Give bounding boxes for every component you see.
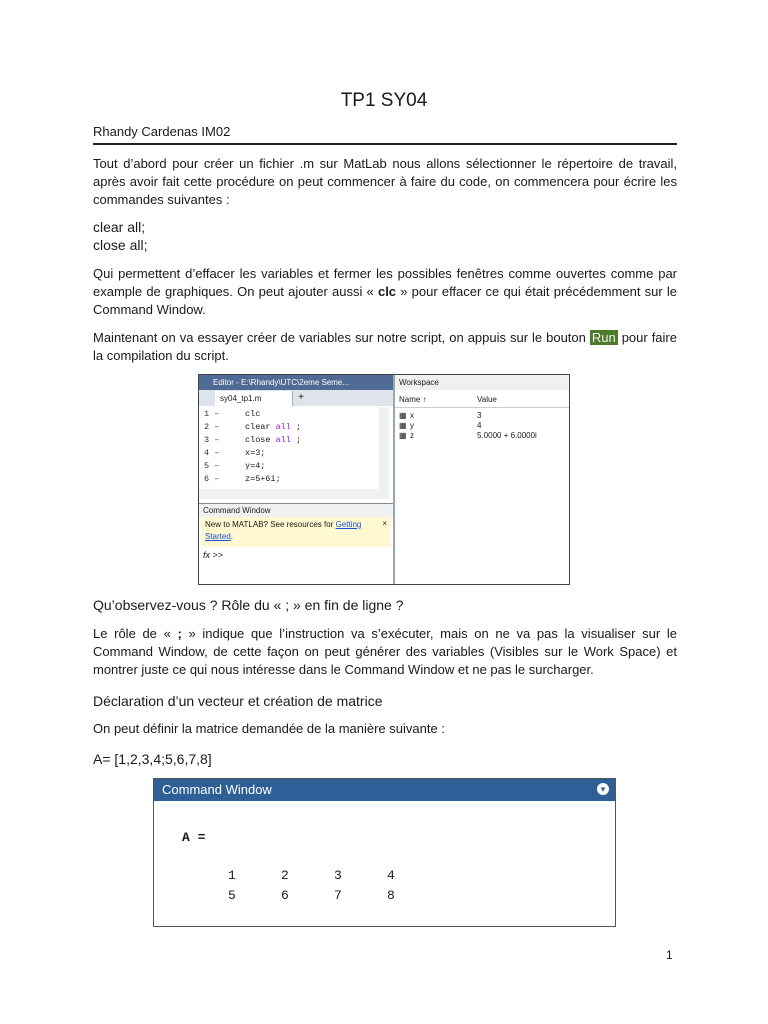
- command-prompt[interactable]: [203, 550, 223, 560]
- code-line: [199, 435, 379, 448]
- notice-end: .: [230, 532, 234, 541]
- command-window-notice: [201, 517, 391, 547]
- line-number: 4 –: [204, 448, 220, 458]
- code-close-all: close all;: [93, 237, 148, 253]
- variable-icon: ▦: [399, 431, 407, 440]
- matrix-cell: 4: [387, 868, 395, 883]
- paragraph-3-a: Maintenant on va essayer créer de variables sur notre script, on appuis sur le bouton: [93, 330, 590, 345]
- prompt-symbol: >>: [212, 550, 224, 560]
- editor-tab[interactable]: sy04_tp1.m: [215, 391, 293, 406]
- doc-title: TP1 SY04: [340, 90, 428, 111]
- paragraph-4-b: » indique que l’instruction va s’exécuter, mais on ne va pas la visualiser sur le Command Window, de cette façon on peut générer des variables (Visibles sur le Work Space) et montrer juste ce qui nous intéresse dans le Command Window et ne pas le surcharger.: [93, 626, 677, 677]
- heading-vector-matrix: Déclaration d’un vecteur et création de matrice: [93, 693, 383, 709]
- workspace-header: [395, 393, 569, 408]
- matrix-cell: 6: [281, 888, 289, 903]
- matrix-cell: 7: [334, 888, 342, 903]
- code-token: clc: [245, 409, 261, 419]
- notice-text: New to MATLAB? See resources for: [205, 520, 336, 529]
- matrix-cell: 8: [387, 888, 395, 903]
- workspace-col-value[interactable]: Value: [477, 395, 497, 404]
- code-line: [199, 461, 379, 474]
- fx-icon: fx: [203, 550, 211, 560]
- matrix-cell: 5: [228, 888, 236, 903]
- getting-started-link[interactable]: Getting Started: [205, 520, 362, 541]
- code-text: [245, 461, 265, 471]
- code-line: [199, 409, 379, 422]
- clc-word: clc: [377, 284, 397, 299]
- page-number: 1: [666, 948, 673, 962]
- code-text: [245, 422, 301, 432]
- line-number: 6 –: [204, 474, 220, 484]
- variable-value: 4: [477, 421, 482, 430]
- matrix-cell: 1: [228, 868, 236, 883]
- editor-vertical-scrollbar[interactable]: [379, 407, 389, 489]
- intro-paragraph: Tout d’abord pour créer un fichier .m sur MatLab nous allons sélectionner le répertoire de travail, après avoir fait cette procédure on peut commencer à faire du code, on commencera pour écrire les commandes suivantes :: [93, 156, 677, 207]
- code-token: x=3;: [245, 448, 266, 458]
- command-window-title: Command Window: [199, 503, 393, 517]
- paragraph-2-b: » pour effacer ce qui était précédemment sur le Command Window.: [93, 284, 677, 317]
- code-keyword: all: [275, 435, 291, 445]
- line-number: 2 –: [204, 422, 220, 432]
- matrix-cell: 2: [281, 868, 289, 883]
- command-window-screenshot: [153, 778, 616, 927]
- variable-value: 5.0000 + 6.0000i: [477, 431, 537, 440]
- add-tab-icon[interactable]: +: [298, 392, 304, 403]
- code-line: [199, 474, 379, 487]
- paragraph-3: [93, 329, 677, 365]
- semicolon-symbol: ;: [177, 626, 182, 641]
- paragraph-5: On peut définir la matrice demandée de la manière suivante :: [93, 721, 445, 736]
- workspace-row[interactable]: [395, 431, 569, 441]
- code-token: z=5+6i;: [245, 474, 281, 484]
- code-clear-all: clear all;: [93, 219, 146, 235]
- editor-title-bar: Editor - E:\Rhandy\UTC\2eme Seme...: [199, 375, 393, 390]
- code-matrix-a: A= [1,2,3,4;5,6,7,8]: [93, 751, 212, 767]
- code-line: [199, 422, 379, 435]
- heading-semicolon: Qu’observez-vous ? Rôle du « ; » en fin de ligne ?: [93, 597, 404, 613]
- paragraph-2: [93, 265, 677, 319]
- command-window-title-bar: [154, 779, 615, 801]
- paragraph-3-b: pour faire la compilation du script.: [93, 330, 677, 363]
- workspace-row[interactable]: [395, 421, 569, 431]
- code-keyword: all: [275, 422, 291, 432]
- chevron-down-icon[interactable]: ▾: [597, 783, 609, 795]
- variable-value: 3: [477, 411, 482, 420]
- editor-horizontal-scrollbar[interactable]: [199, 489, 389, 499]
- code-token: close: [245, 435, 276, 445]
- code-token: ;: [290, 435, 302, 445]
- code-token: y=4;: [245, 461, 266, 471]
- editor-code-area: [199, 407, 379, 489]
- variable-name: z: [410, 431, 414, 440]
- run-highlight: Run: [591, 330, 616, 345]
- code-token: ;: [290, 422, 302, 432]
- author: Rhandy Cardenas IM02: [93, 124, 231, 139]
- code-line: [199, 448, 379, 461]
- workspace-title: Workspace: [395, 375, 569, 390]
- close-icon[interactable]: ×: [382, 519, 387, 528]
- command-window-title-text: Command Window: [162, 782, 272, 797]
- line-number: 5 –: [204, 461, 220, 471]
- matrix-cell: 3: [334, 868, 342, 883]
- variable-name: x: [410, 411, 414, 420]
- title-rule: [93, 143, 677, 145]
- code-text: [245, 448, 265, 458]
- workspace-col-name[interactable]: Name ↑: [399, 395, 427, 404]
- code-text: [245, 409, 260, 419]
- matlab-editor-screenshot: [198, 374, 570, 585]
- variable-icon: ▦: [399, 421, 407, 430]
- paragraph-4: [93, 625, 677, 679]
- variable-name: y: [410, 421, 414, 430]
- matrix-variable-label: A =: [182, 830, 206, 845]
- variable-icon: ▦: [399, 411, 407, 420]
- code-text: [245, 435, 301, 445]
- code-token: clear: [245, 422, 276, 432]
- line-number: 1 –: [204, 409, 220, 419]
- workspace-row[interactable]: [395, 411, 569, 421]
- line-number: 3 –: [204, 435, 220, 445]
- code-text: [245, 474, 281, 484]
- paragraph-4-a: Le rôle de «: [93, 626, 178, 641]
- paragraph-2-a: Qui permettent d’effacer les variables et fermer les possibles fenêtres comme ouvertes comme par example de graphiques. On peut ajouter aussi «: [93, 266, 677, 299]
